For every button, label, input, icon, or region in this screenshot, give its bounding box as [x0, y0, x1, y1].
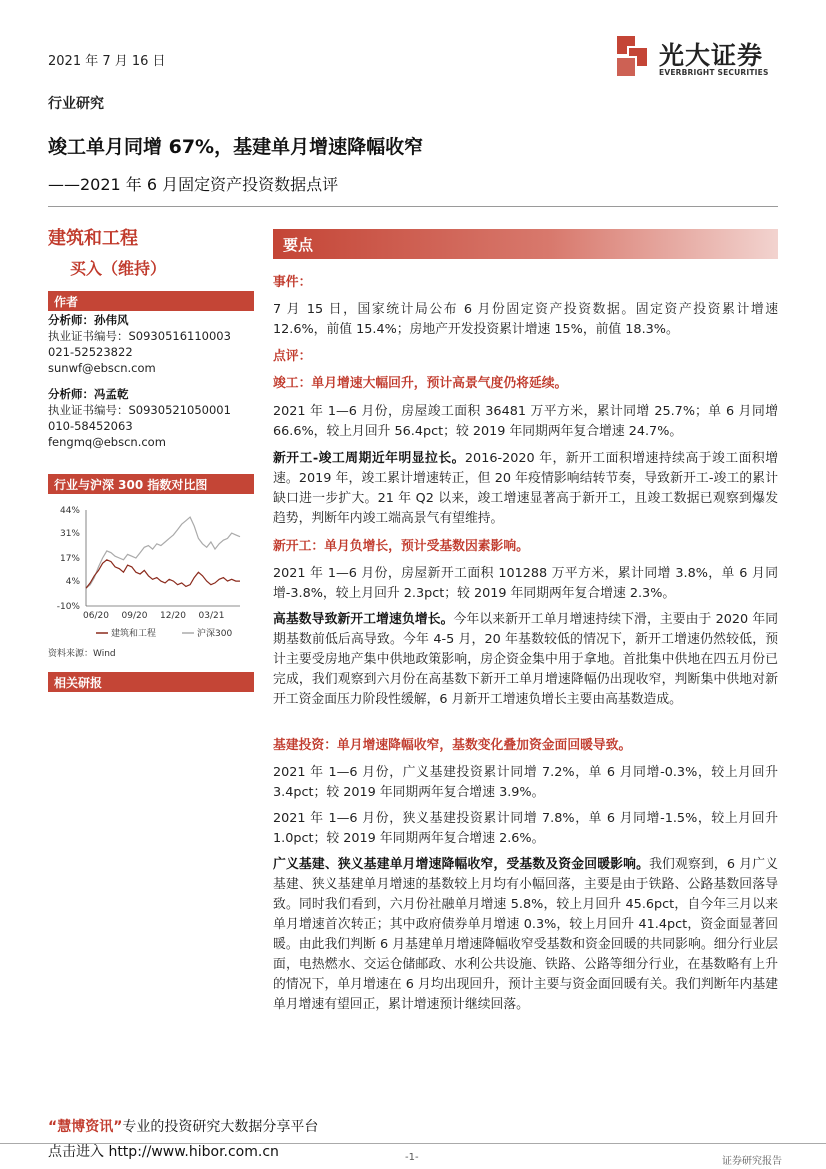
related-reports-header[interactable]: 相关研报 [48, 672, 254, 692]
footer-divider [0, 1143, 826, 1144]
chart-svg [48, 498, 254, 648]
gap-heading: 新开工-竣工周期近年明显拉长。 [273, 451, 465, 466]
base-paragraph [273, 610, 778, 710]
x-tick-label: 06/20 [83, 611, 109, 621]
gap-text: 2016-2020 年，新开工面积增速持续高于竣工面积增速。2019 年，竣工累计增速转正，但 20 年疫情影响结转节奏，导致新开工-竣工的累计缺口进一步扩大。21 年 Q2 以来，竣工增速显著高于新开工，且竣工数据已观察到爆发趋势，判断年内竣工端高景气有望维持。 [273, 451, 778, 526]
newstart-heading: 新开工：单月负增长，预计受基数因素影响。 [273, 539, 529, 554]
base-heading: 高基数导致新开工增速负增长。 [273, 612, 454, 627]
analyst-phone: 021-52523822 [48, 345, 133, 359]
footer-link[interactable]: 点击进入 http://www.hibor.com.cn [48, 1144, 279, 1160]
narrow-text: 我们观察到，6 月广义基建、狭义基建单月增速的基数较上月均有小幅回落，主要是由于铁路、公路基数回落导致。同时我们看到，六月份社融单月增速 5.8%，较上月回升 45.6pct，自今年三月以来单月增速首次转正；其中政府债券单月增速 0.3%，较上月回升 41.4pct，资金面显著回暖。由此我们判断 6 月基建单月增速降幅收窄受基数和资金回暖的共同影响。细分行业层面，电热燃水、交运仓储邮政、水利公共设施、铁路、公路等细分行业，在基数略有上升的情况下，单月增速在 6 月均出现回升，预计主要与资金面回暖有关。我们判断年内基建单月增速有望回正，累计增速预计继续回落。 [273, 857, 778, 1012]
infra-heading: 基建投资：单月增速降幅收窄，基数变化叠加资金面回暖导致。 [273, 738, 632, 753]
sector-name: 建筑和工程 [48, 228, 138, 249]
series-line [86, 560, 240, 588]
logo-text-en: EVERBRIGHT SECURITIES [659, 68, 769, 77]
y-tick-label: -10% [56, 602, 80, 612]
footer-quote: “慧博资讯” [48, 1119, 123, 1135]
y-tick-label: 4% [65, 577, 80, 588]
report-title: 竣工单月同增 67%，基建单月增速降幅收窄 [48, 136, 424, 158]
infra-text-2: 2021 年 1—6 月份，狭义基建投资累计同增 7.8%，单 6 月同增-1.5%，较上月回升 1.0pct；较 2019 年同期两年复合增速 2.6%。 [273, 811, 778, 846]
x-tick-label: 09/20 [121, 611, 148, 621]
rating-label: 买入（维持） [70, 259, 167, 278]
y-tick-label: 31% [59, 529, 80, 540]
analyst-email[interactable]: sunwf@ebscn.com [48, 361, 156, 375]
logo-text-cn: 光大证券 [659, 41, 764, 70]
company-logo [615, 34, 775, 80]
y-tick-label: 17% [59, 554, 80, 564]
everbright-logo-icon [615, 34, 649, 78]
base-text: 今年以来新开工单月增速持续下滑，主要由于 2020 年同期基数前低后高导致。今年 4-5 月，20 年基数较低的情况下，新开工增速仍然较低，预计主要受房地产集中供地政策影响，房企资金集中用于拿地。首批集中供地在四五月份已完成，我们观察到六月份在高基数下新开工单月增速降幅仍出现收窄，判断集中供地对新开工资金面压力阶段性缓解，6 月新开工增速负增长主要由高基数造成。 [273, 612, 779, 707]
report-subtitle: ——2021 年 6 月固定资产投资数据点评 [48, 175, 339, 194]
keypoints-banner [273, 229, 778, 259]
completion-heading: 竣工：单月增速大幅回升，预计高景气度仍将延续。 [273, 376, 568, 391]
author-section-header: 作者 [48, 291, 254, 311]
analyst-name: 分析师：孙伟风 [48, 313, 129, 327]
keypoints-label: 要点 [283, 236, 314, 254]
comparison-chart [48, 498, 254, 658]
comment-label: 点评： [273, 349, 312, 364]
header-divider [48, 206, 778, 207]
analyst-block [48, 386, 231, 450]
analyst-email[interactable]: fengmq@ebscn.com [48, 435, 166, 449]
analyst-name: 分析师：冯孟乾 [48, 387, 129, 401]
event-label: 事件： [273, 275, 312, 290]
newstart-text: 2021 年 1—6 月份，房屋新开工面积 101288 万平方米，累计同增 3.8%，单 6 月同增-3.8%，较上月回升 2.3pct；较 2019 年同期两年复合增速 2.3%。 [273, 566, 778, 601]
series-line [86, 517, 240, 588]
footer-report-type: 证券研究报告 [722, 1156, 782, 1167]
y-tick-label: 44% [59, 506, 80, 516]
report-category: 行业研究 [48, 96, 104, 112]
legend-label: 沪深300 [197, 629, 233, 639]
analyst-cert: 执业证书编号：S0930516110003 [48, 329, 231, 343]
completion-text: 2021 年 1—6 月份，房屋竣工面积 36481 万平方米，累计同增 25.7%；单 6 月同增 66.6%，较上月回升 56.4pct；较 2019 年同期两年复合增速 24.7%。 [273, 404, 778, 439]
x-tick-label: 12/20 [160, 611, 186, 621]
legend-label: 建筑和工程 [111, 629, 157, 639]
x-tick-label: 03/21 [198, 611, 225, 621]
narrow-paragraph [273, 855, 778, 1015]
chart-source: 资料来源：Wind [48, 649, 116, 659]
chart-section-header: 行业与沪深 300 指数对比图 [48, 474, 254, 494]
analyst-phone: 010-58452063 [48, 419, 133, 433]
narrow-heading: 广义基建、狭义基建单月增速降幅收窄，受基数及资金回暖影响。 [273, 857, 650, 872]
infra-text-1: 2021 年 1—6 月份，广义基建投资累计同增 7.2%，单 6 月同增-0.3%，较上月回升 3.4pct；较 2019 年同期两年复合增速 3.9%。 [273, 765, 778, 800]
footer-banner-text: 专业的投资研究大数据分享平台 [122, 1119, 319, 1135]
page-number: -1- [405, 1152, 419, 1163]
report-date: 2021 年 7 月 16 日 [48, 54, 166, 69]
gap-paragraph [273, 449, 778, 529]
analyst-block [48, 312, 231, 376]
footer-banner [48, 1116, 318, 1136]
event-text: 7 月 15 日，国家统计局公布 6 月份固定资产投资数据。固定资产投资累计增速 12.6%，前值 15.4%；房地产开发投资累计增速 15%，前值 18.3%。 [273, 302, 778, 337]
analyst-cert: 执业证书编号：S0930521050001 [48, 403, 231, 417]
